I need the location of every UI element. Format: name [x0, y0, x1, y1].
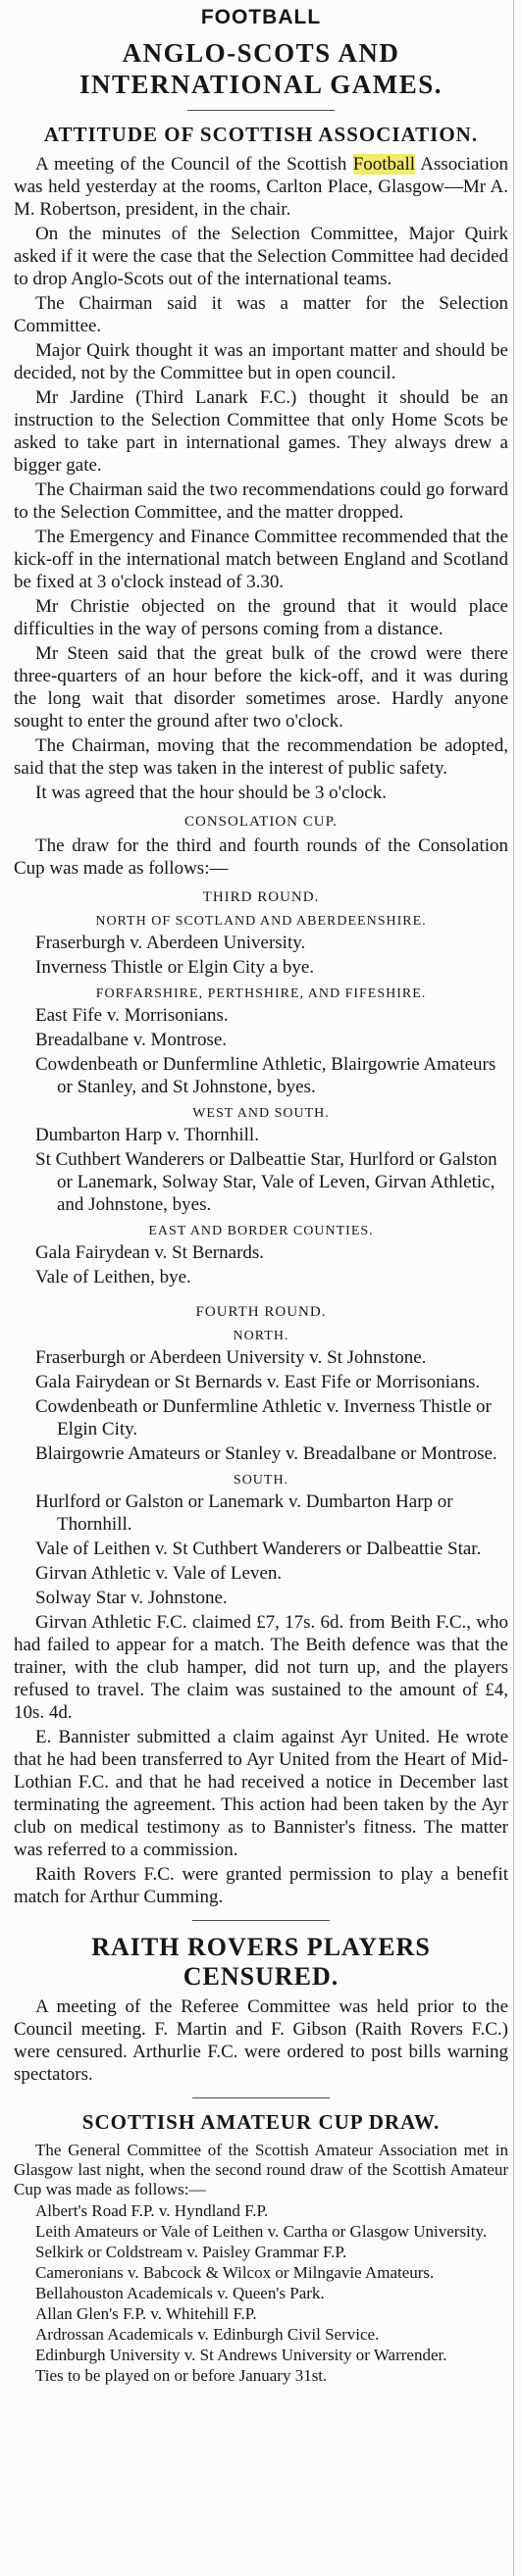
amateur-cup-fixtures: [14, 2201, 508, 2365]
fixture-line: Inverness Thistle or Elgin City a bye.: [35, 957, 315, 978]
fixture-line: Fraserburgh v. Aberdeen University.: [35, 933, 306, 953]
fourth-round-heading: FOURTH ROUND.: [195, 1304, 327, 1320]
body-paragraph: Mr Steen said that the great bulk of the crowd were there three-quarters of an hour before the kick-off, and it was during the long wait that disorder sometimes arose. Hardly anyone sought to enter the ground after two o'clock.: [14, 643, 508, 732]
fixture-line: Bellahouston Academicals v. Queen's Park.: [35, 2284, 325, 2302]
fixture-line: Albert's Road F.P. v. Hyndland F.P.: [35, 2201, 269, 2220]
highlighted-word: Football: [352, 154, 416, 175]
intro-text-after: Association was held yesterday at the rooms, Carlton Place, Glasgow—Mr A. M. Robertson, president, in the chair.: [14, 154, 508, 220]
fixture-line: Solway Star v. Johnstone.: [35, 1588, 228, 1608]
article-divider: [192, 1920, 330, 1921]
fixture-line: East Fife v. Morrisonians.: [35, 1005, 229, 1026]
body-paragraph: The Chairman, moving that the recommendation be adopted, said that the step was taken in the interest of public safety.: [14, 735, 508, 779]
fixture-line: Cameronians v. Babcock & Wilcox or Milngavie Amateurs.: [35, 2263, 435, 2282]
fixture-line: Blairgowrie Amateurs or Stanley v. Breadalbane or Montrose.: [35, 1443, 497, 1464]
third-round-heading: THIRD ROUND.: [202, 889, 320, 905]
fixture-line: Selkirk or Coldstream v. Paisley Grammar F.P.: [35, 2243, 347, 2261]
third-round-draw: [14, 914, 508, 1288]
fixture-line: Girvan Athletic v. Vale of Leven.: [35, 1563, 283, 1584]
article-title: ANGLO-SCOTS AND INTERNATIONAL GAMES.: [78, 38, 444, 99]
fixture-line: Edinburgh University v. St Andrews University or Warrender.: [35, 2346, 447, 2364]
region-heading: WEST AND SOUTH.: [192, 1106, 330, 1121]
article-divider: [192, 2097, 330, 2098]
region-heading: EAST AND BORDER COUNTIES.: [148, 1224, 374, 1238]
intro-text-before: A meeting of the Council of the Scottish: [35, 154, 353, 175]
fixture-line: Vale of Leithen v. St Cuthbert Wanderers or Dalbeattie Star.: [35, 1539, 482, 1559]
body-paragraph: Raith Rovers F.C. were granted permission to play a benefit match for Arthur Cumming.: [14, 1864, 508, 1907]
region-heading: NORTH.: [233, 1329, 289, 1343]
fixture-line: Vale of Leithen, bye.: [35, 1267, 191, 1288]
amateur-cup-footer: Ties to be played on or before January 31st.: [35, 2366, 328, 2385]
body-paragraph: The Chairman said it was a matter for the Selection Committee.: [14, 293, 508, 336]
fixture-line: Leith Amateurs or Vale of Leithen v. Cartha or Glasgow University.: [35, 2222, 488, 2241]
column-rule: [513, 0, 514, 2576]
section-heading: FOOTBALL: [200, 6, 322, 28]
body-paragraph: A meeting of the Referee Committee was held prior to the Council meeting. F. Martin and F. Gibson (Raith Rovers F.C.) were censured. Arthurlie F.C. were ordered to post bills warning spectators.: [14, 1996, 508, 2085]
fixture-line: Gala Fairydean v. St Bernards.: [35, 1242, 265, 1263]
amateur-cup-intro: The General Committee of the Scottish Amateur Association met in Glasgow last night, when the second round draw of the Scottish Amateur Cup was made as follows:—: [14, 2141, 508, 2198]
consolation-cup-heading: CONSOLATION CUP.: [183, 814, 339, 830]
fixture-line: Cowdenbeath or Dunfermline Athletic v. Inverness Thistle or Elgin City.: [35, 1396, 492, 1440]
body-paragraph: Girvan Athletic F.C. claimed £7, 17s. 6d. from Beith F.C., who had failed to appear for a match. The Beith defence was that the trainer, with the club hamper, did not turn up, and the players refused to travel. The claim was sustained to the amount of £4, 10s. 4d.: [14, 1612, 508, 1723]
fixture-line: Dumbarton Harp v. Thornhill.: [35, 1125, 259, 1145]
fixture-line: Breadalbane v. Montrose.: [35, 1030, 228, 1050]
region-heading: NORTH OF SCOTLAND AND ABERDEENSHIRE.: [95, 914, 427, 929]
body-paragraph: Major Quirk thought it was an important matter and should be decided, not by the Committee but in open council.: [14, 340, 508, 383]
fixture-line: St Cuthbert Wanderers or Dalbeattie Star, Hurlford or Galston or Lanemark, Solway Star, Vale of Leven, Girvan Athletic, and Johnstone, byes.: [35, 1149, 497, 1215]
cup-intro: The draw for the third and fourth rounds of the Consolation Cup was made as follows:—: [14, 835, 508, 879]
body-paragraph: It was agreed that the hour should be 3 o'clock.: [35, 783, 387, 803]
region-heading: FORFARSHIRE, PERTHSHIRE, AND FIFESHIRE.: [95, 986, 427, 1001]
body-paragraph: E. Bannister submitted a claim against Ayr United. He wrote that he had been transferred to Ayr United from the Heart of Mid-Lothian F.C. and that he had received a notice in December last terminating the agreement. This action had been taken by the Ayr club on medical testimony as to Bannister's fitness. The matter was referred to a commission.: [14, 1727, 508, 1860]
fixture-line: Hurlford or Galston or Lanemark v. Dumbarton Harp or Thornhill.: [35, 1491, 453, 1535]
raith-rovers-body: [14, 1995, 508, 2086]
body-paragraph: The Chairman said the two recommendations could go forward to the Selection Committee, and the matter dropped.: [14, 480, 508, 523]
body-paragraph: On the minutes of the Selection Committee, Major Quirk asked if it were the case that the Selection Committee had decided to drop Anglo-Scots out of the international teams.: [14, 224, 508, 289]
fixture-line: Cowdenbeath or Dunfermline Athletic, Blairgowrie Amateurs or Stanley, and St Johnstone, byes.: [35, 1054, 496, 1097]
fixture-line: Gala Fairydean or St Bernards v. East Fife or Morrisonians.: [35, 1372, 481, 1392]
amateur-cup-title: SCOTTISH AMATEUR CUP DRAW.: [81, 2110, 441, 2134]
body-paragraph: Mr Jardine (Third Lanark F.C.) thought it should be an instruction to the Selection Committee that only Home Scots be asked to take part in international games. They always drew a bigger gate.: [14, 387, 508, 476]
body-paragraph: The Emergency and Finance Committee recommended that the kick-off in the international match between England and Scotland be fixed at 3 o'clock instead of 3.30.: [14, 527, 508, 592]
region-heading: SOUTH.: [233, 1473, 289, 1488]
article-body: [14, 223, 508, 804]
raith-rovers-title: RAITH ROVERS PLAYERS CENSURED.: [91, 1933, 431, 1991]
article-subtitle: ATTITUDE OF SCOTTISH ASSOCIATION.: [43, 123, 479, 146]
fixture-line: Allan Glen's F.P. v. Whitehill F.P.: [35, 2304, 257, 2323]
body-paragraph: Mr Christie objected on the ground that it would place difficulties in the way of persons coming from a distance.: [14, 596, 508, 639]
fourth-round-draw: [14, 1329, 508, 1609]
closing-paragraphs: [14, 1611, 508, 1908]
fixture-line: Fraserburgh or Aberdeen University v. St Johnstone.: [35, 1347, 427, 1368]
title-rule: [187, 110, 335, 111]
intro-paragraph: [14, 153, 508, 221]
fixture-line: Ardrossan Academicals v. Edinburgh Civil Service.: [35, 2325, 380, 2344]
